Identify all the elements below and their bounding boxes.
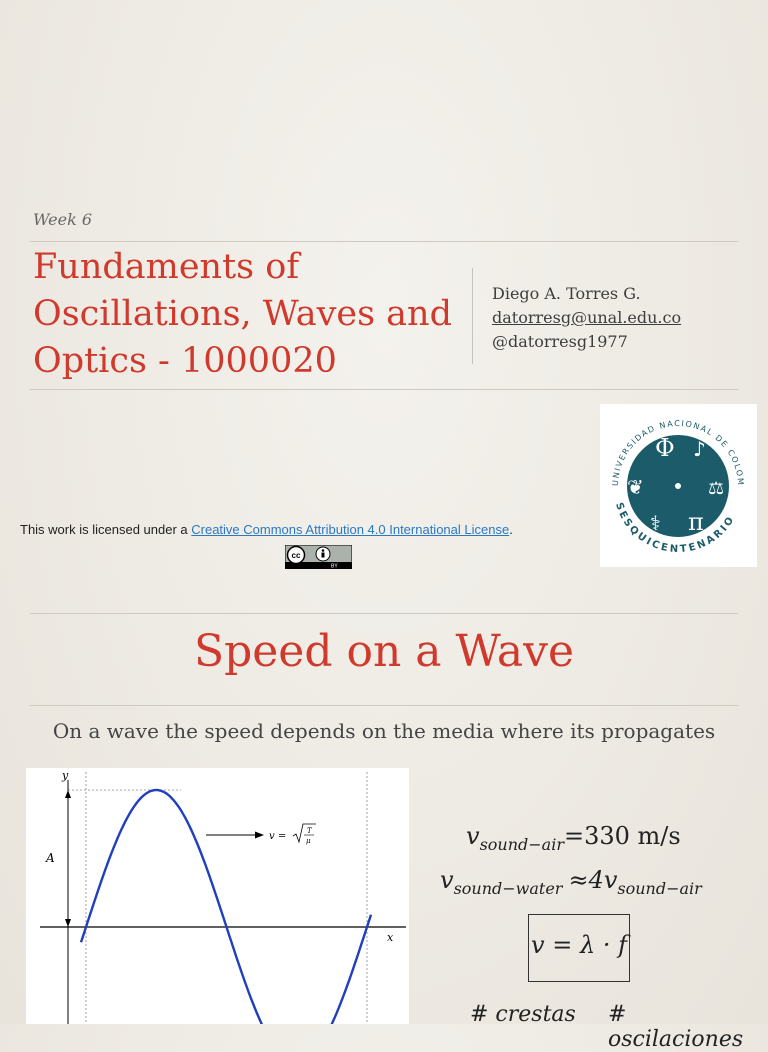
- x-axis-label: x: [387, 931, 394, 944]
- fraction-oscilaciones: # oscilaciones: [608, 1002, 744, 1052]
- svg-text:SESQUICENTENARIO: SESQUICENTENARIO: [612, 501, 738, 556]
- divider: [30, 705, 738, 706]
- divider: [30, 613, 738, 614]
- sqrt-numerator: T: [307, 827, 312, 835]
- svg-text:♪: ♪: [693, 437, 706, 461]
- university-logo: [600, 404, 757, 567]
- svg-text:UNIVERSIDAD NACIONAL DE COLOMB: UNIVERSIDAD NACIONAL DE COLOM: [610, 418, 746, 487]
- boxed-equation: v = λ · f: [528, 914, 630, 982]
- divider: [30, 241, 738, 242]
- week-label: Week 6: [33, 210, 93, 229]
- section-title: Speed on a Wave: [193, 626, 575, 677]
- equation-sound-air: $v_{sound-air}=330$ m/s: [466, 822, 681, 854]
- svg-text:⚕: ⚕: [650, 511, 661, 535]
- license-prefix: This work is licensed under a: [20, 522, 192, 537]
- license-link[interactable]: Creative Commons Attribution 4.0 International License: [191, 522, 510, 537]
- amplitude-label: A: [46, 851, 55, 865]
- author-name: Diego A. Torres G.: [492, 284, 641, 303]
- divider: [30, 389, 738, 390]
- page-title: Fundaments of Oscillations, Waves and Optics - 1000020: [33, 247, 452, 381]
- svg-text:⚖: ⚖: [708, 478, 725, 499]
- velocity-label: v =: [269, 831, 287, 842]
- cc-badge-right: BY: [331, 563, 338, 569]
- svg-text:π: π: [688, 508, 704, 536]
- sqrt-denominator: μ: [306, 837, 311, 845]
- license-suffix: .: [509, 522, 513, 537]
- sine-wave: [81, 790, 371, 1024]
- vertical-divider: [472, 268, 473, 364]
- cc-by-badge[interactable]: [285, 545, 352, 569]
- equation-sound-water: $v_{sound-water} \approx 4v_{sound-air}$: [440, 866, 702, 898]
- section-subtitle: On a wave the speed depends on the media where its propagates: [52, 719, 716, 743]
- svg-text:Φ: Φ: [655, 434, 675, 462]
- cc-badge-left: cc: [291, 551, 301, 560]
- author-block: [492, 282, 681, 354]
- svg-text:❦: ❦: [627, 475, 644, 499]
- fraction-crestas: # crestas: [470, 1002, 576, 1027]
- author-handle: @datorresg1977: [492, 332, 628, 351]
- y-axis-label: y: [62, 769, 69, 782]
- license-text: [20, 522, 513, 537]
- author-email-link[interactable]: datorresg@unal.edu.co: [492, 308, 682, 327]
- wave-diagram: [26, 768, 409, 1024]
